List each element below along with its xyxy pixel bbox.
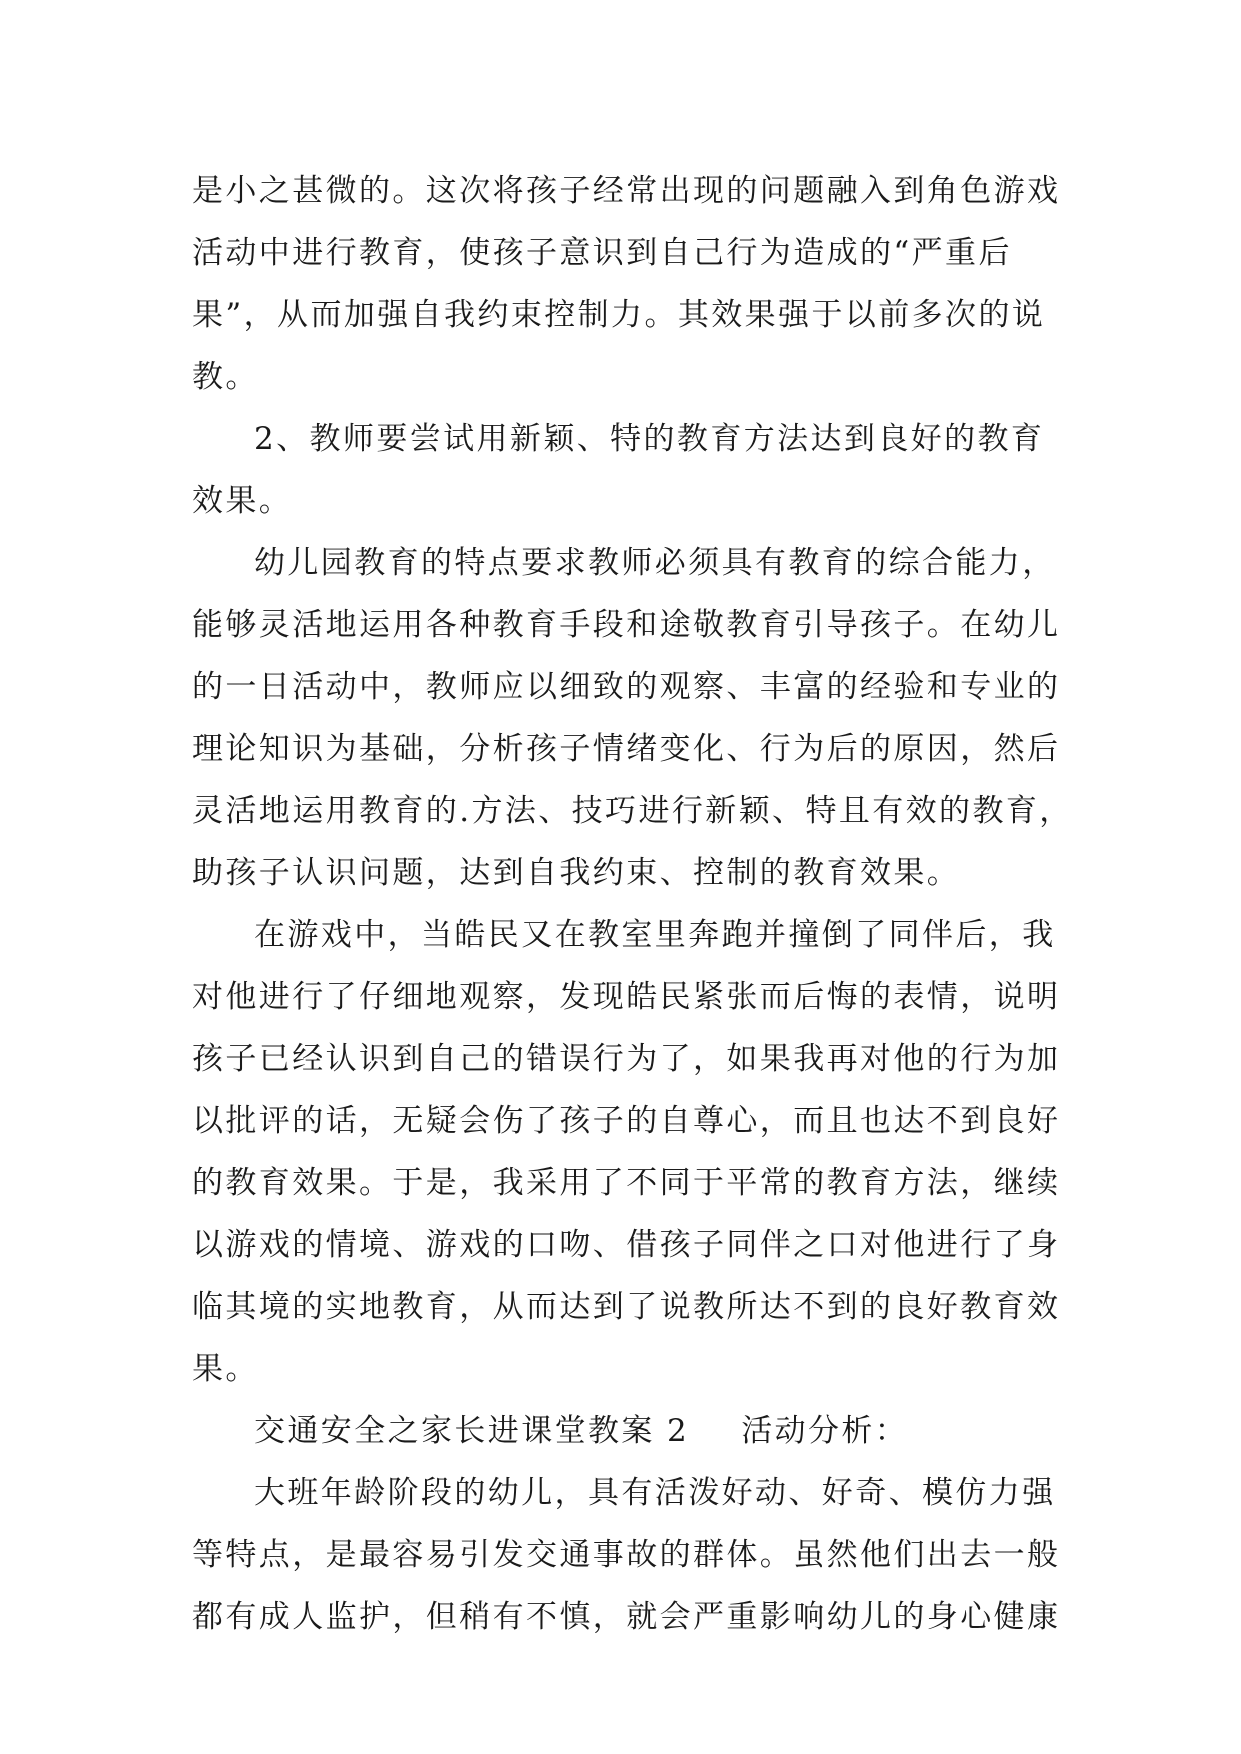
- section-heading-line: [192, 1400, 1052, 1462]
- body-text: [192, 160, 1073, 1648]
- text-line: 以游戏的情境、游戏的口吻、借孩子同伴之口对他进行了身: [192, 1227, 1061, 1263]
- text-line: 临其境的实地教育，从而达到了说教所达不到的良好教育效: [192, 1289, 1061, 1325]
- text-line: 是小之甚微的。这次将孩子经常出现的问题融入到角色游戏: [192, 173, 1061, 209]
- text-line: 对他进行了仔细地观察，发现皓民紧张而后悔的表情，说明: [192, 979, 1061, 1015]
- text-line: 教。: [192, 359, 259, 395]
- text-line: 等特点，是最容易引发交通事故的群体。虽然他们出去一般: [192, 1537, 1061, 1573]
- paragraph-5: [192, 1400, 1052, 1462]
- text-line: 活动中进行教育，使孩子意识到自己行为造成的“严重后: [192, 235, 1012, 271]
- text-line: 助孩子认识问题，达到自我约束、控制的教育效果。: [192, 855, 961, 891]
- text-line: 都有成人监护，但稍有不慎，就会严重影响幼儿的身心健康: [192, 1599, 1061, 1635]
- text-line: 孩子已经认识到自己的错误行为了，如果我再对他的行为加: [192, 1041, 1061, 1077]
- paragraph-4: [192, 904, 1061, 1400]
- paragraph-1: [192, 160, 1061, 408]
- text-line: 效果。: [192, 483, 293, 519]
- text-line: 能够灵活地运用各种教育手段和途敬教育引导孩子。在幼儿: [192, 607, 1061, 643]
- section-subtitle: 活动分析：: [741, 1413, 909, 1449]
- text-line: 果。: [192, 1351, 259, 1387]
- text-line: 灵活地运用教育的.方法、技巧进行新颖、特且有效的教育，: [192, 793, 1073, 829]
- paragraph-6: [192, 1462, 1061, 1648]
- text-line: 的教育效果。于是，我采用了不同于平常的教育方法，继续: [192, 1165, 1061, 1201]
- paragraph-3: [192, 532, 1073, 904]
- text-line: 大班年龄阶段的幼儿，具有活泼好动、好奇、模仿力强: [254, 1475, 1056, 1511]
- paragraph-2: [192, 408, 1052, 532]
- text-line: 2、教师要尝试用新颖、特的教育方法达到良好的教育: [254, 421, 1045, 457]
- text-line: 果”，从而加强自我约束控制力。其效果强于以前多次的说: [192, 297, 1046, 333]
- text-line: 的一日活动中，教师应以细致的观察、丰富的经验和专业的: [192, 669, 1061, 705]
- text-line: 理论知识为基础，分析孩子情绪变化、行为后的原因，然后: [192, 731, 1061, 767]
- text-line: 在游戏中，当皓民又在教室里奔跑并撞倒了同伴后，我: [254, 917, 1056, 953]
- text-line: 幼儿园教育的特点要求教师必须具有教育的综合能力，: [254, 545, 1056, 581]
- text-line: 以批评的话，无疑会伤了孩子的自尊心，而且也达不到良好: [192, 1103, 1061, 1139]
- section-title: 交通安全之家长进课堂教案 2: [254, 1413, 690, 1449]
